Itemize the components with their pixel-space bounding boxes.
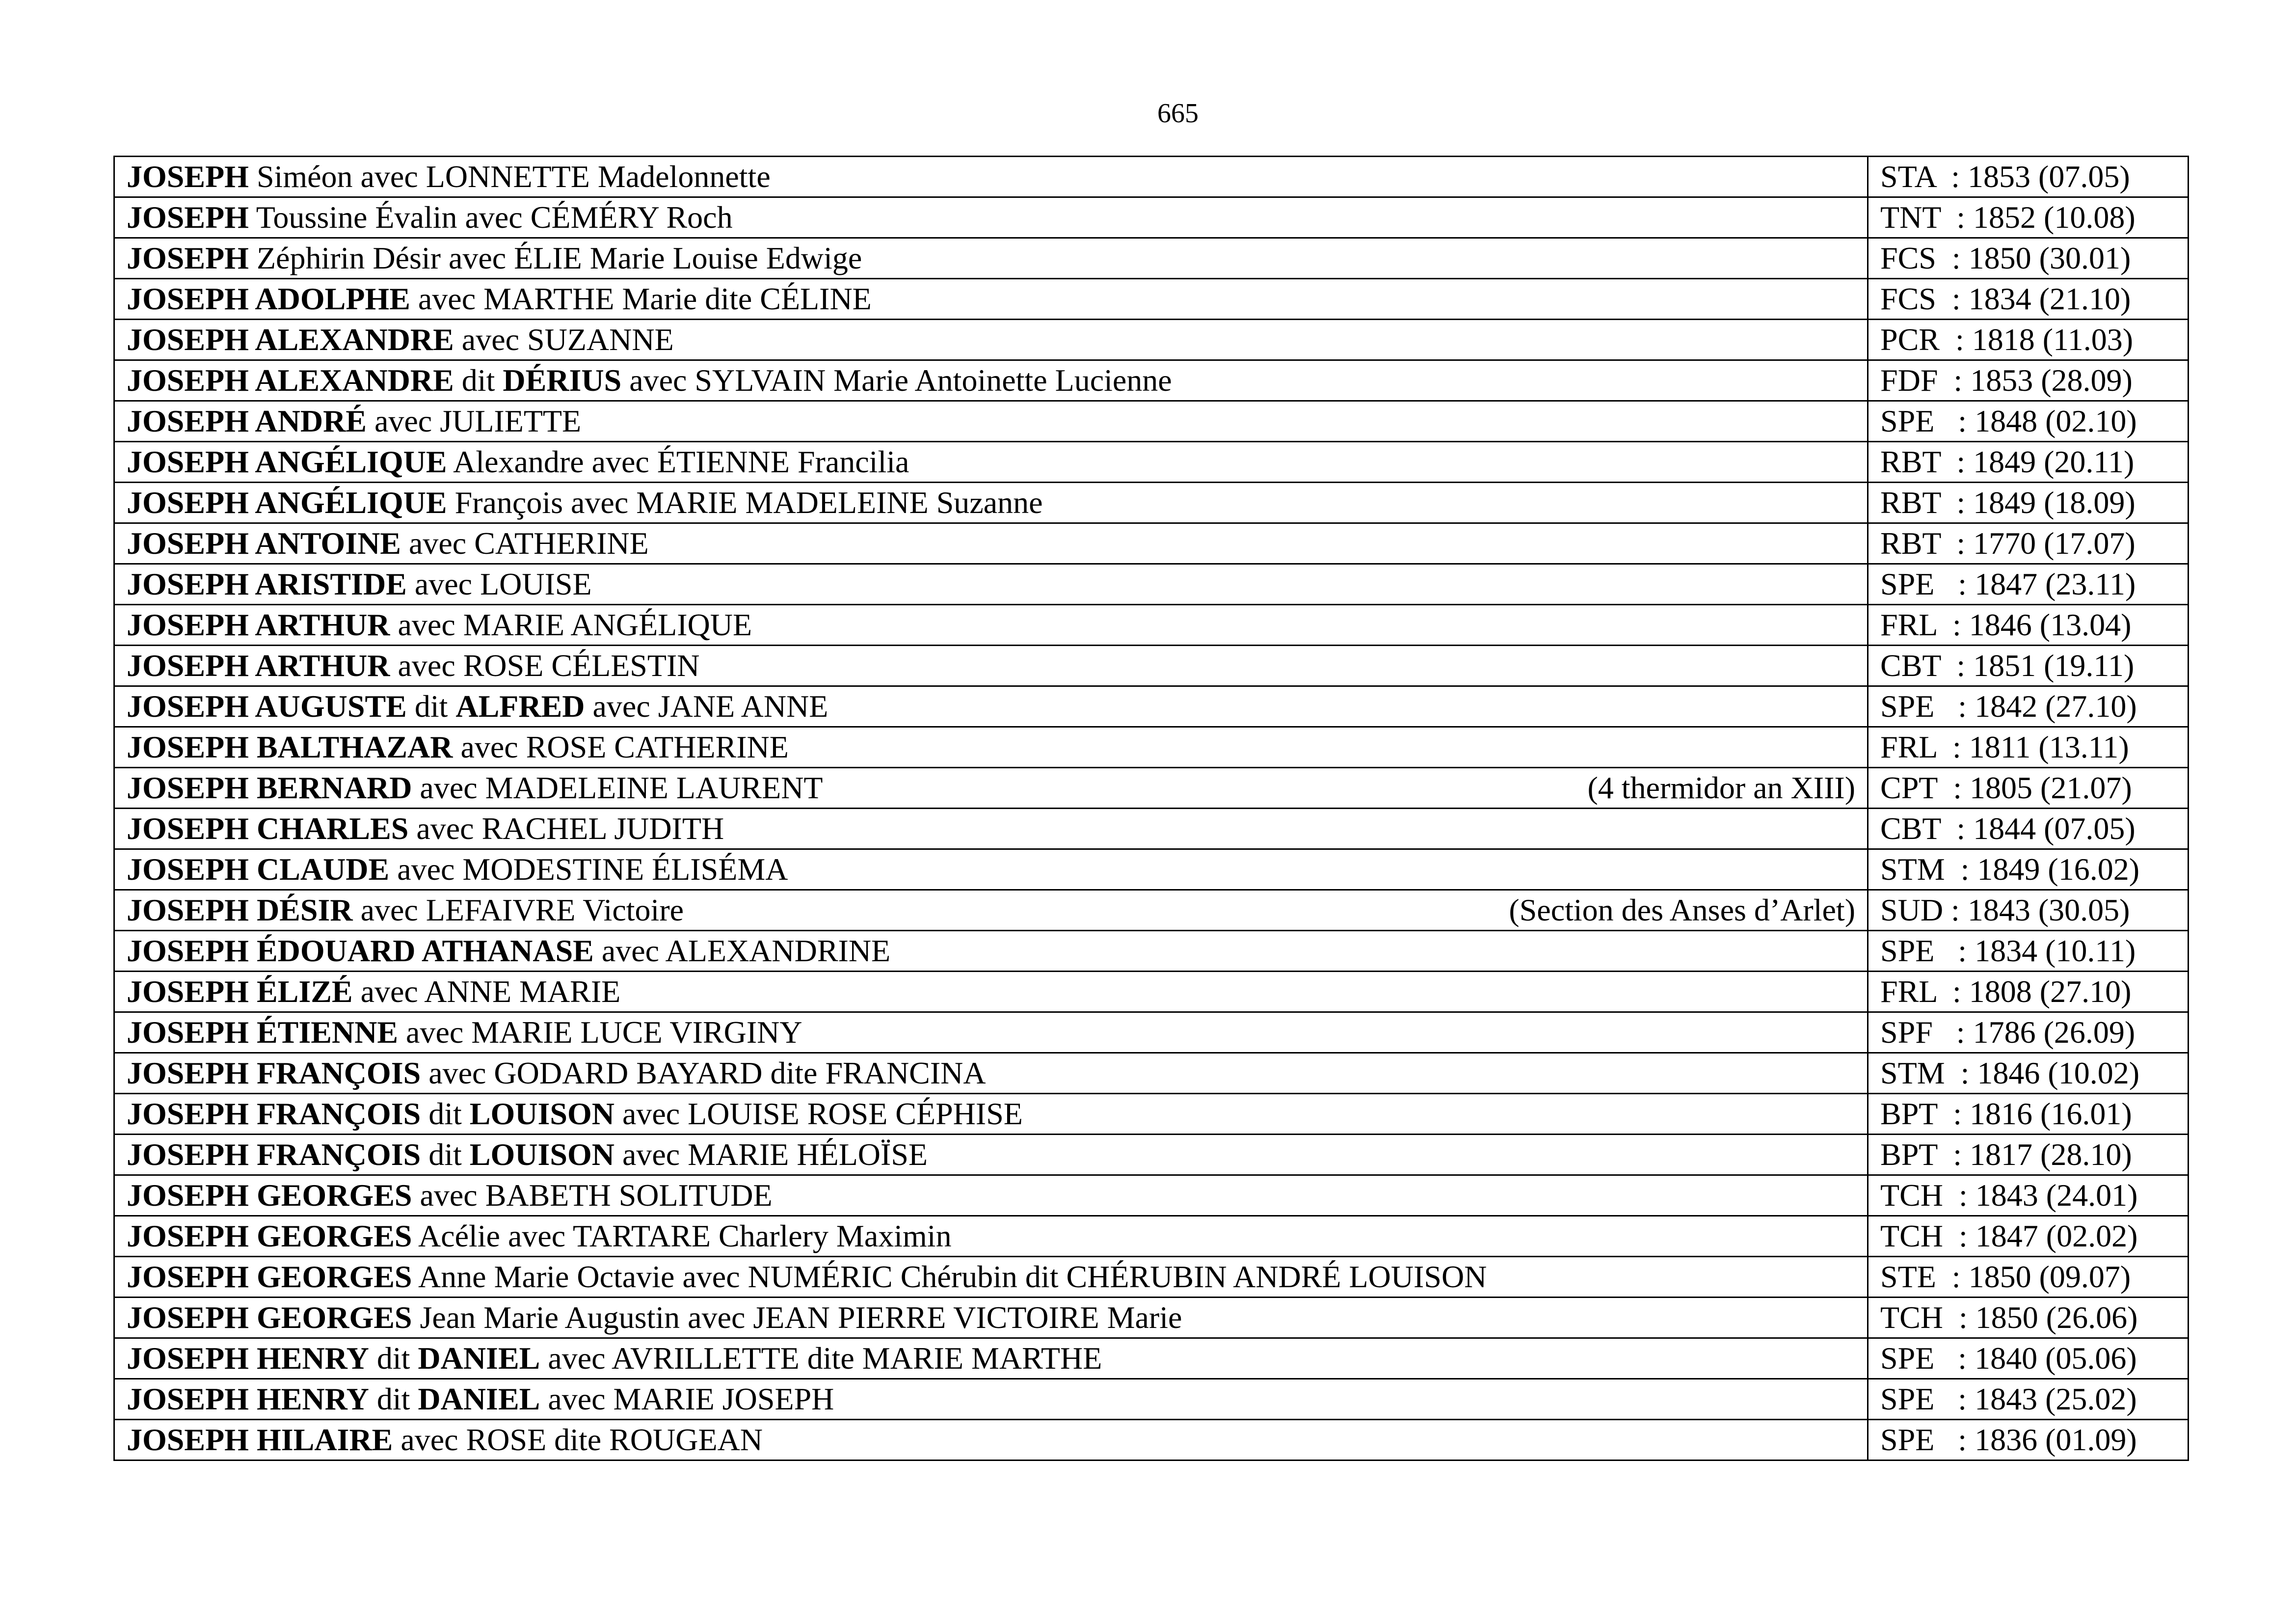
name-text-part: avec LOUISE	[406, 567, 592, 601]
table-row	[114, 1012, 2189, 1053]
name-bold-part: JOSEPH ARISTIDE	[127, 567, 407, 601]
entry-reference-cell: TNT : 1852 (10.08)	[1868, 197, 2189, 238]
entry-names-cell	[114, 1175, 1868, 1216]
name-text-part: avec BABETH SOLITUDE	[412, 1178, 773, 1213]
entry-note: (4 thermidor an XIII)	[1587, 770, 1855, 805]
entry-reference-cell: SPE : 1840 (05.06)	[1868, 1338, 2189, 1379]
entry-names-cell	[114, 442, 1868, 483]
name-bold-part: JOSEPH	[127, 241, 249, 275]
name-bold-part: JOSEPH ARTHUR	[127, 607, 390, 642]
entry-names-cell	[114, 849, 1868, 890]
name-bold-part: JOSEPH GEORGES	[127, 1259, 412, 1294]
name-text-part: dit	[369, 1341, 418, 1376]
name-bold-part: JOSEPH	[127, 200, 249, 235]
name-bold-part: JOSEPH ANGÉLIQUE	[127, 485, 447, 520]
name-bold-part: LOUISON	[469, 1137, 614, 1172]
name-text-part: avec SUZANNE	[454, 322, 674, 357]
entry-reference-cell: RBT : 1849 (18.09)	[1868, 483, 2189, 523]
entry-names-cell	[114, 727, 1868, 768]
table-row	[114, 1420, 2189, 1461]
name-text-part: dit	[421, 1137, 470, 1172]
name-text-part: avec MARIE ANGÉLIQUE	[390, 607, 752, 642]
name-text-part: avec AVRILLETTE dite MARIE MARTHE	[540, 1341, 1102, 1376]
name-text-part: Alexandre avec ÉTIENNE Francilia	[447, 444, 909, 479]
name-text-part: avec RACHEL JUDITH	[408, 811, 724, 846]
table-row	[114, 1257, 2189, 1298]
name-text-part: avec MADELEINE LAURENT	[412, 770, 823, 805]
name-bold-part: JOSEPH ARTHUR	[127, 648, 390, 683]
name-bold-part: JOSEPH AUGUSTE	[127, 689, 407, 724]
name-bold-part: JOSEPH HENRY	[127, 1381, 369, 1416]
entry-names-cell	[114, 890, 1868, 931]
entry-names-cell	[114, 1257, 1868, 1298]
table-row	[114, 1135, 2189, 1175]
entry-reference-cell: SUD : 1843 (30.05)	[1868, 890, 2189, 931]
entry-reference-cell: CBT : 1851 (19.11)	[1868, 646, 2189, 686]
name-bold-part: JOSEPH ANDRÉ	[127, 404, 367, 438]
entry-reference-cell: SPE : 1843 (25.02)	[1868, 1379, 2189, 1420]
name-bold-part: JOSEPH GEORGES	[127, 1178, 412, 1213]
marriage-register-table	[113, 156, 2189, 1461]
name-text-part: avec MARIE LUCE VIRGINY	[398, 1015, 802, 1050]
table-row	[114, 360, 2189, 401]
table-row	[114, 157, 2189, 197]
entry-names-cell	[114, 646, 1868, 686]
name-text-part: avec CATHERINE	[400, 526, 649, 561]
name-text-part: avec LEFAIVRE Victoire	[352, 893, 684, 927]
name-bold-part: JOSEPH BALTHAZAR	[127, 730, 453, 764]
entry-names-cell	[114, 483, 1868, 523]
table-row	[114, 279, 2189, 320]
entry-names-cell	[114, 360, 1868, 401]
name-bold-part: JOSEPH CLAUDE	[127, 852, 390, 887]
entry-names-cell	[114, 523, 1868, 564]
entry-reference-cell: RBT : 1849 (20.11)	[1868, 442, 2189, 483]
entry-names-cell	[114, 931, 1868, 972]
table-row	[114, 890, 2189, 931]
name-bold-part: DANIEL	[418, 1341, 540, 1376]
entry-names-cell	[114, 1216, 1868, 1257]
name-bold-part: JOSEPH GEORGES	[127, 1218, 412, 1253]
name-bold-part: JOSEPH BERNARD	[127, 770, 412, 805]
entry-reference-cell: TCH : 1843 (24.01)	[1868, 1175, 2189, 1216]
name-text-part: avec ROSE dite ROUGEAN	[393, 1422, 763, 1457]
entry-names-cell	[114, 157, 1868, 197]
name-text-part: Toussine Évalin avec CÉMÉRY Roch	[248, 200, 733, 235]
entry-names-cell	[114, 1053, 1868, 1094]
entry-reference-cell: CBT : 1844 (07.05)	[1868, 809, 2189, 849]
entry-names-cell	[114, 401, 1868, 442]
name-text-part: Acélie avec TARTARE Charlery Maximin	[412, 1218, 952, 1253]
name-text-part: avec JANE ANNE	[585, 689, 828, 724]
table-row	[114, 849, 2189, 890]
name-bold-part: JOSEPH ALEXANDRE	[127, 363, 454, 398]
table-row	[114, 768, 2189, 809]
table-row	[114, 972, 2189, 1012]
entry-names-cell	[114, 1012, 1868, 1053]
name-text-part: avec ROSE CÉLESTIN	[390, 648, 700, 683]
entry-reference-cell: PCR : 1818 (11.03)	[1868, 320, 2189, 360]
entry-reference-cell: FCS : 1834 (21.10)	[1868, 279, 2189, 320]
entry-names-cell	[114, 197, 1868, 238]
entry-names-cell	[114, 972, 1868, 1012]
entry-names-cell	[114, 1094, 1868, 1135]
table-row	[114, 727, 2189, 768]
name-text-part: Siméon avec LONNETTE Madelonnette	[248, 159, 771, 194]
entry-names-cell	[114, 1420, 1868, 1461]
table-row	[114, 401, 2189, 442]
name-text-part: avec ANNE MARIE	[352, 974, 621, 1009]
table-row	[114, 1094, 2189, 1135]
table-row	[114, 1379, 2189, 1420]
name-text-part: avec MARIE JOSEPH	[540, 1381, 834, 1416]
name-bold-part: JOSEPH ÉLIZÉ	[127, 974, 353, 1009]
name-bold-part: LOUISON	[469, 1096, 614, 1131]
entry-names-cell	[114, 1298, 1868, 1338]
entry-names-cell	[114, 1135, 1868, 1175]
name-bold-part: JOSEPH GEORGES	[127, 1300, 412, 1335]
entry-reference-cell: STM : 1846 (10.02)	[1868, 1053, 2189, 1094]
name-bold-part: JOSEPH ANGÉLIQUE	[127, 444, 447, 479]
entry-reference-cell: STM : 1849 (16.02)	[1868, 849, 2189, 890]
entry-reference-cell: TCH : 1850 (26.06)	[1868, 1298, 2189, 1338]
table-row	[114, 1216, 2189, 1257]
entry-names-cell	[114, 564, 1868, 605]
table-row	[114, 483, 2189, 523]
entry-names-cell	[114, 605, 1868, 646]
name-bold-part: JOSEPH ÉTIENNE	[127, 1015, 399, 1050]
entry-reference-cell: SPF : 1786 (26.09)	[1868, 1012, 2189, 1053]
table-row	[114, 442, 2189, 483]
table-row	[114, 320, 2189, 360]
entry-reference-cell: SPE : 1834 (10.11)	[1868, 931, 2189, 972]
entry-names-cell	[114, 320, 1868, 360]
entry-reference-cell: SPE : 1842 (27.10)	[1868, 686, 2189, 727]
entry-names-cell	[114, 768, 1868, 809]
entry-names-cell	[114, 1379, 1868, 1420]
name-text-part: avec JULIETTE	[366, 404, 582, 438]
name-bold-part: JOSEPH ANTOINE	[127, 526, 401, 561]
name-bold-part: JOSEPH FRANÇOIS	[127, 1055, 421, 1090]
entry-reference-cell: CPT : 1805 (21.07)	[1868, 768, 2189, 809]
entry-reference-cell: TCH : 1847 (02.02)	[1868, 1216, 2189, 1257]
name-text-part: François avec MARIE MADELEINE Suzanne	[447, 485, 1043, 520]
name-bold-part: JOSEPH	[127, 159, 249, 194]
table-row	[114, 931, 2189, 972]
name-text-part: avec MARTHE Marie dite CÉLINE	[410, 281, 872, 316]
name-bold-part: JOSEPH ÉDOUARD ATHANASE	[127, 933, 594, 968]
name-text-part: avec GODARD BAYARD dite FRANCINA	[421, 1055, 986, 1090]
name-text-part: avec SYLVAIN Marie Antoinette Lucienne	[621, 363, 1172, 398]
name-bold-part: DÉRIUS	[503, 363, 622, 398]
table-row	[114, 809, 2189, 849]
entry-reference-cell: FDF : 1853 (28.09)	[1868, 360, 2189, 401]
table-row	[114, 686, 2189, 727]
table-row	[114, 564, 2189, 605]
name-text-part: Anne Marie Octavie avec NUMÉRIC Chérubin dit CHÉRUBIN ANDRÉ LOUISON	[412, 1259, 1487, 1294]
table-row	[114, 1175, 2189, 1216]
name-text-part: Zéphirin Désir avec ÉLIE Marie Louise Edwige	[248, 241, 862, 275]
entry-note: (Section des Anses d’Arlet)	[1509, 893, 1855, 927]
entry-reference-cell: FRL : 1811 (13.11)	[1868, 727, 2189, 768]
entry-reference-cell: FRL : 1846 (13.04)	[1868, 605, 2189, 646]
table-row	[114, 605, 2189, 646]
name-bold-part: JOSEPH ALEXANDRE	[127, 322, 454, 357]
page-number: 665	[1157, 98, 1199, 129]
table-row	[114, 197, 2189, 238]
entry-reference-cell: SPE : 1847 (23.11)	[1868, 564, 2189, 605]
name-bold-part: JOSEPH HILAIRE	[127, 1422, 393, 1457]
name-bold-part: DANIEL	[418, 1381, 540, 1416]
entry-reference-cell: STA : 1853 (07.05)	[1868, 157, 2189, 197]
entry-reference-cell: BPT : 1817 (28.10)	[1868, 1135, 2189, 1175]
name-bold-part: ALFRED	[455, 689, 585, 724]
entry-reference-cell: STE : 1850 (09.07)	[1868, 1257, 2189, 1298]
table-row	[114, 1338, 2189, 1379]
register-body	[114, 157, 2189, 1461]
entry-names-cell	[114, 1338, 1868, 1379]
name-text-part: dit	[369, 1381, 418, 1416]
table-row	[114, 523, 2189, 564]
entry-names-cell	[114, 809, 1868, 849]
name-bold-part: JOSEPH DÉSIR	[127, 893, 353, 927]
name-text-part: avec LOUISE ROSE CÉPHISE	[614, 1096, 1023, 1131]
table-row	[114, 646, 2189, 686]
name-text-part: avec ROSE CATHERINE	[453, 730, 789, 764]
entry-names-cell	[114, 279, 1868, 320]
name-bold-part: JOSEPH FRANÇOIS	[127, 1137, 421, 1172]
name-text-part: avec ALEXANDRINE	[593, 933, 891, 968]
name-text-part: avec MARIE HÉLOÏSE	[614, 1137, 928, 1172]
name-bold-part: JOSEPH CHARLES	[127, 811, 409, 846]
name-text-part: dit	[454, 363, 503, 398]
entry-reference-cell: FCS : 1850 (30.01)	[1868, 238, 2189, 279]
entry-reference-cell: SPE : 1848 (02.10)	[1868, 401, 2189, 442]
name-text-part: Jean Marie Augustin avec JEAN PIERRE VICTOIRE Marie	[412, 1300, 1182, 1335]
table-row	[114, 1053, 2189, 1094]
entry-reference-cell: SPE : 1836 (01.09)	[1868, 1420, 2189, 1461]
name-text-part: avec MODESTINE ÉLISÉMA	[389, 852, 788, 887]
entry-reference-cell: BPT : 1816 (16.01)	[1868, 1094, 2189, 1135]
table-row	[114, 1298, 2189, 1338]
entry-reference-cell: FRL : 1808 (27.10)	[1868, 972, 2189, 1012]
name-text-part: dit	[421, 1096, 470, 1131]
name-bold-part: JOSEPH ADOLPHE	[127, 281, 410, 316]
name-text-part: dit	[406, 689, 456, 724]
name-bold-part: JOSEPH FRANÇOIS	[127, 1096, 421, 1131]
entry-names-cell	[114, 238, 1868, 279]
entry-reference-cell: RBT : 1770 (17.07)	[1868, 523, 2189, 564]
name-bold-part: JOSEPH HENRY	[127, 1341, 369, 1376]
entry-names-cell	[114, 686, 1868, 727]
table-row	[114, 238, 2189, 279]
